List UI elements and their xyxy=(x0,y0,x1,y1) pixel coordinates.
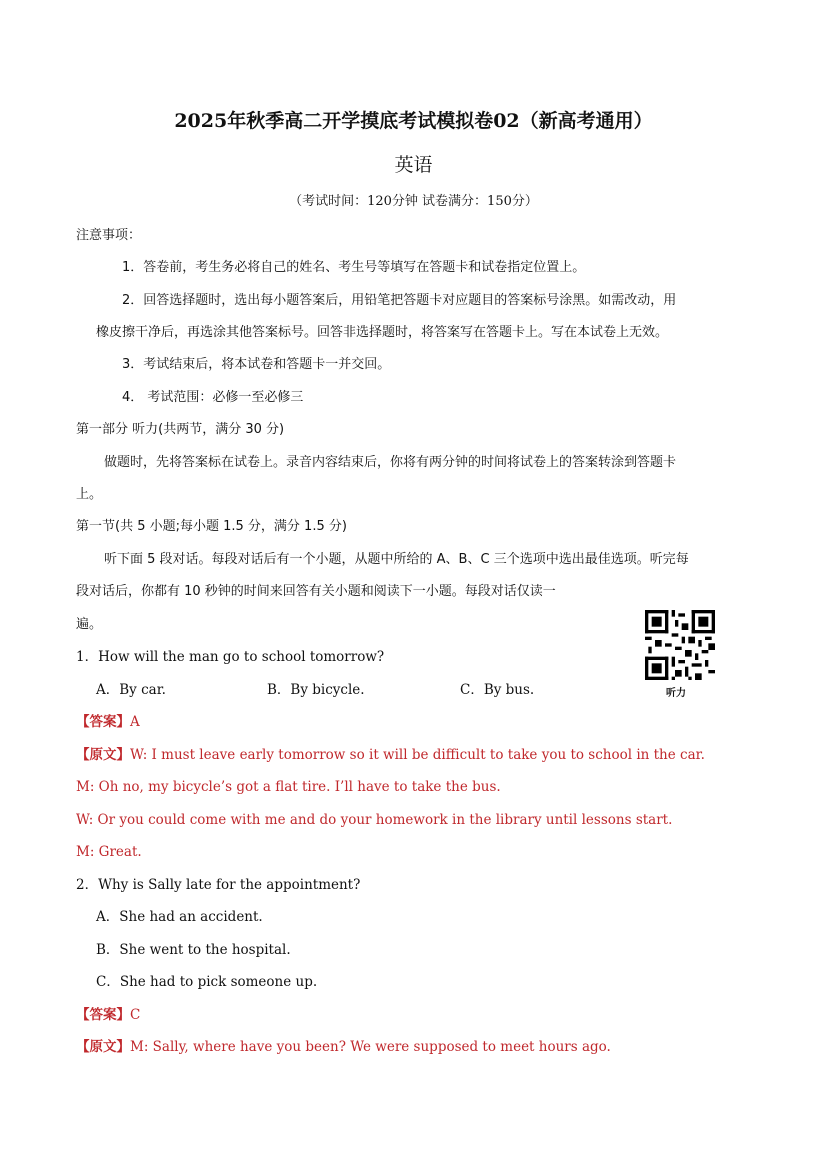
transcript-tag: 【原文】 xyxy=(76,1039,130,1055)
note-item-4: 4． 考试范围：必修一至必修三 xyxy=(122,390,304,405)
note-item-2-line-2: 橡皮擦干净后，再选涂其他答案标号。回答非选择题时，将答案写在答题卡上。写在本试卷上无效。 xyxy=(96,325,669,340)
transcript-text: M: Sally, where have you been? We were supposed to meet hours ago. xyxy=(130,1039,611,1055)
question-2-option-c: C．She had to pick someone up. xyxy=(96,974,318,990)
question-2-text: 2．Why is Sally late for the appointment? xyxy=(76,877,361,893)
note-item-1: 1．答卷前，考生务必将自己的姓名、考生号等填写在答题卡和试卷指定位置上。 xyxy=(122,260,586,275)
question-2-option-b: B．She went to the hospital. xyxy=(96,942,291,958)
qr-code-icon[interactable] xyxy=(645,610,715,680)
answer-tag: 【答案】 xyxy=(76,714,130,730)
question-2-transcript-line-1 xyxy=(76,1038,611,1056)
question-1-option-b: B．By bicycle. xyxy=(267,682,365,698)
question-1-transcript-line-4: M: Great. xyxy=(76,844,142,860)
subject-title: 英语 xyxy=(394,154,433,176)
answer-value: A xyxy=(130,714,140,730)
part1-intro-line-1: 做题时，先将答案标在试卷上。录音内容结束后，你将有两分钟的时间将试卷上的答案转涂到答题卡 xyxy=(104,455,677,470)
question-1-text: 1．How will the man go to school tomorrow? xyxy=(76,649,385,665)
transcript-tag: 【原文】 xyxy=(76,747,130,763)
question-2-option-a: A．She had an accident. xyxy=(96,909,263,925)
part1-heading: 第一部分 听力(共两节，满分 30 分) xyxy=(76,422,285,437)
part1-intro-line-2: 上。 xyxy=(76,487,103,502)
question-1-answer xyxy=(76,713,140,731)
question-1-option-a: A．By car. xyxy=(96,682,166,698)
answer-value: C xyxy=(130,1007,141,1023)
note-item-2-line-1: 2．回答选择题时，选出每小题答案后，用铅笔把答题卡对应题目的答案标号涂黑。如需改动，用 xyxy=(122,293,677,308)
question-1-option-c: C．By bus. xyxy=(460,682,535,698)
question-1-transcript-line-1 xyxy=(76,746,705,764)
question-1-transcript-line-2: M: Oh no, my bicycle’s got a flat tire. I’ll have to take the bus. xyxy=(76,779,501,795)
transcript-text: W: I must leave early tomorrow so it will be difficult to take you to school in the car. xyxy=(130,747,705,763)
section1-instructions-line-1: 听下面 5 段对话。每段对话后有一个小题，从题中所给的 A、B、C 三个选项中选出最佳选项。听完每 xyxy=(104,552,689,567)
section1-instructions-line-2: 段对话后，你都有 10 秒钟的时间来回答有关小题和阅读下一小题。每段对话仅读一 xyxy=(76,584,556,599)
exam-time-info: （考试时间：120分钟 试卷满分：150分） xyxy=(289,194,538,209)
answer-tag: 【答案】 xyxy=(76,1007,130,1023)
page-title: 2025年秋季高二开学摸底考试模拟卷02（新高考通用） xyxy=(174,110,653,132)
notes-heading: 注意事项： xyxy=(76,228,142,243)
qr-code-label: 听力 xyxy=(666,688,686,699)
question-1-transcript-line-3: W: Or you could come with me and do your homework in the library until lessons start. xyxy=(76,812,673,828)
note-item-3: 3．考试结束后，将本试卷和答题卡一并交回。 xyxy=(122,357,391,372)
section1-heading: 第一节(共 5 小题;每小题 1.5 分，满分 1.5 分) xyxy=(76,519,347,534)
question-2-answer xyxy=(76,1006,140,1024)
section1-instructions-line-3: 遍。 xyxy=(76,617,103,632)
